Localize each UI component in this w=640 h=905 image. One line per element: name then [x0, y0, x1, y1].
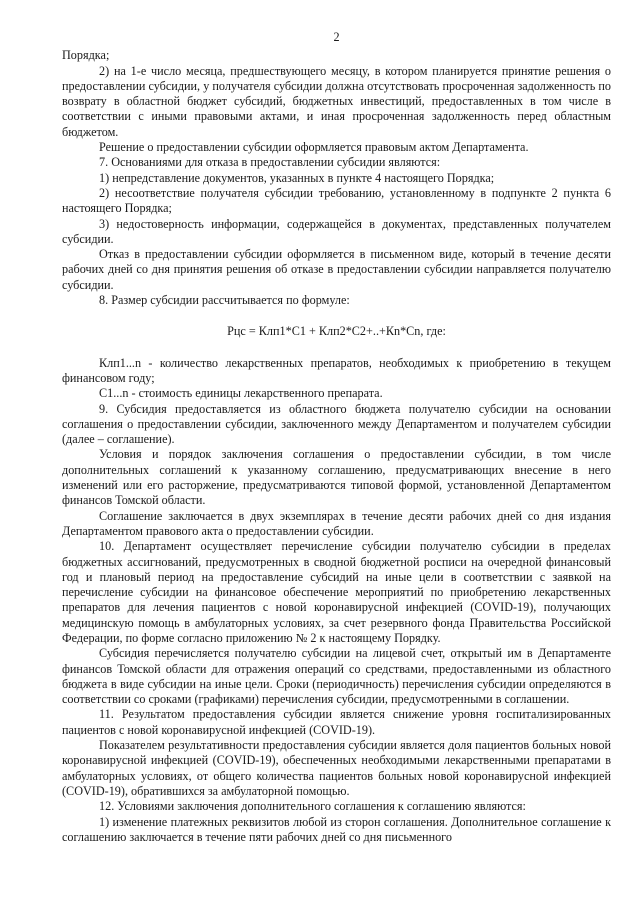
paragraph: 10. Департамент осуществляет перечисление субсидии получателю субсидии в пределах бюджетных ассигнований, предусмотренных в сводной бюджетной росписи на очередной финансовый год и плановый период на предоставление субсидий на иные цели в соответствии с заявкой на перечисление субсидии на финансовое обеспечение мероприятий по приобретению лекарственных препаратов для лечения пациентов с новой коронавирусной инфекцией (COVID-19), получающих медицинскую помощь в амбулаторных условиях, за счет резервного фонда Правительства Российской Федерации, по форме согласно приложению № 2 к настоящему Порядку.: [62, 539, 611, 645]
paragraph: 9. Субсидия предоставляется из областного бюджета получателю субсидии на основании соглашения о предоставлении субсидии, заключенного между Департаментом и получателем субсидии (далее – соглашение).: [62, 401, 611, 447]
paragraph: Условия и порядок заключения соглашения о предоставлении субсидии, в том числе дополнительных соглашений к указанному соглашению, предусматривающих внесение в него изменений или его расторжение, предусматриваются типовой формой, установленной Департаментом финансов Томской области.: [62, 447, 611, 508]
paragraph: 1) непредставление документов, указанных в пункте 4 настоящего Порядка;: [99, 170, 495, 185]
paragraph: Отказ в предоставлении субсидии оформляется в письменном виде, который в течение десяти рабочих дней со дня принятия решения об отказе в предоставлении субсидии направляется получателю субсидии.: [62, 247, 611, 292]
paragraph: С1...n - стоимость единицы лекарственного препарата.: [99, 386, 383, 401]
paragraph: 3) недостоверность информации, содержащейся в документах, представленных получателем субсидии.: [62, 216, 611, 246]
paragraph: 7. Основаниями для отказа в предоставлении субсидии являются:: [99, 155, 441, 170]
page-number: 2: [333, 30, 340, 44]
paragraph: 12. Условиями заключения дополнительного соглашения к соглашению являются:: [99, 799, 526, 814]
paragraph: Субсидия перечисляется получателю субсидии на лицевой счет, открытый им в Департаменте финансов Томской области для отражения операций со средствами, предоставленными из областного бюджета в виде субсидии на иные цели. Сроки (периодичность) перечисления субсидии определяются в соответствии со сроками (графиками) перечисления субсидии, предусмотренными в соглашении.: [62, 646, 611, 707]
paragraph: 2) несоответствие получателя субсидии требованию, установленному в подпункте 2 пункта 6 настоящего Порядка;: [62, 185, 611, 216]
paragraphs-before-formula: [62, 48, 611, 308]
paragraph: 2) на 1-е число месяца, предшествующего месяцу, в котором планируется принятие решения о предоставлении субсидии, у получателя субсидии должна отсутствовать просроченная задолженность по возврату в областной бюджет субсидий, бюджетных инвестиций, предоставленных в том числе в соответствии с иными правовыми актами, и иная просроченная задолженность перед областным бюджетом.: [62, 63, 611, 139]
paragraph: Решение о предоставлении субсидии оформляется правовым актом Департамента.: [99, 140, 529, 155]
paragraph: Порядка;: [62, 48, 110, 63]
paragraph: Клп1...n - количество лекарственных препаратов, необходимых к приобретению в текущем финансовом году;: [62, 355, 611, 385]
subsidy-formula: Рцс = Клп1*С1 + Клп2*С2+..+Кn*Сn, где:: [227, 324, 446, 339]
paragraph: 11. Результатом предоставления субсидии является снижение уровня госпитализированных пациентов с новой коронавирусной инфекцией (COVID-19).: [62, 707, 611, 737]
paragraph: Соглашение заключается в двух экземплярах в течение десяти рабочих дней со дня издания Департаментом правового акта о предоставлении субсидии.: [62, 508, 611, 538]
paragraph: 1) изменение платежных реквизитов любой из сторон соглашения. Дополнительное соглашение к соглашению заключается в течение пяти рабочих дней со дня письменного: [62, 814, 611, 844]
paragraph: Показателем результативности предоставления субсидии является доля пациентов больных новой коронавирусной инфекцией (COVID-19), обеспеченных необходимыми лекарственными препаратами в амбулаторных условиях, от общего количества пациентов больных новой коронавирусной инфекцией (COVID-19), обратившихся за амбулаторной помощью.: [62, 738, 611, 798]
paragraphs-after-formula: [62, 356, 611, 846]
paragraph: 8. Размер субсидии рассчитывается по формуле:: [99, 293, 350, 308]
